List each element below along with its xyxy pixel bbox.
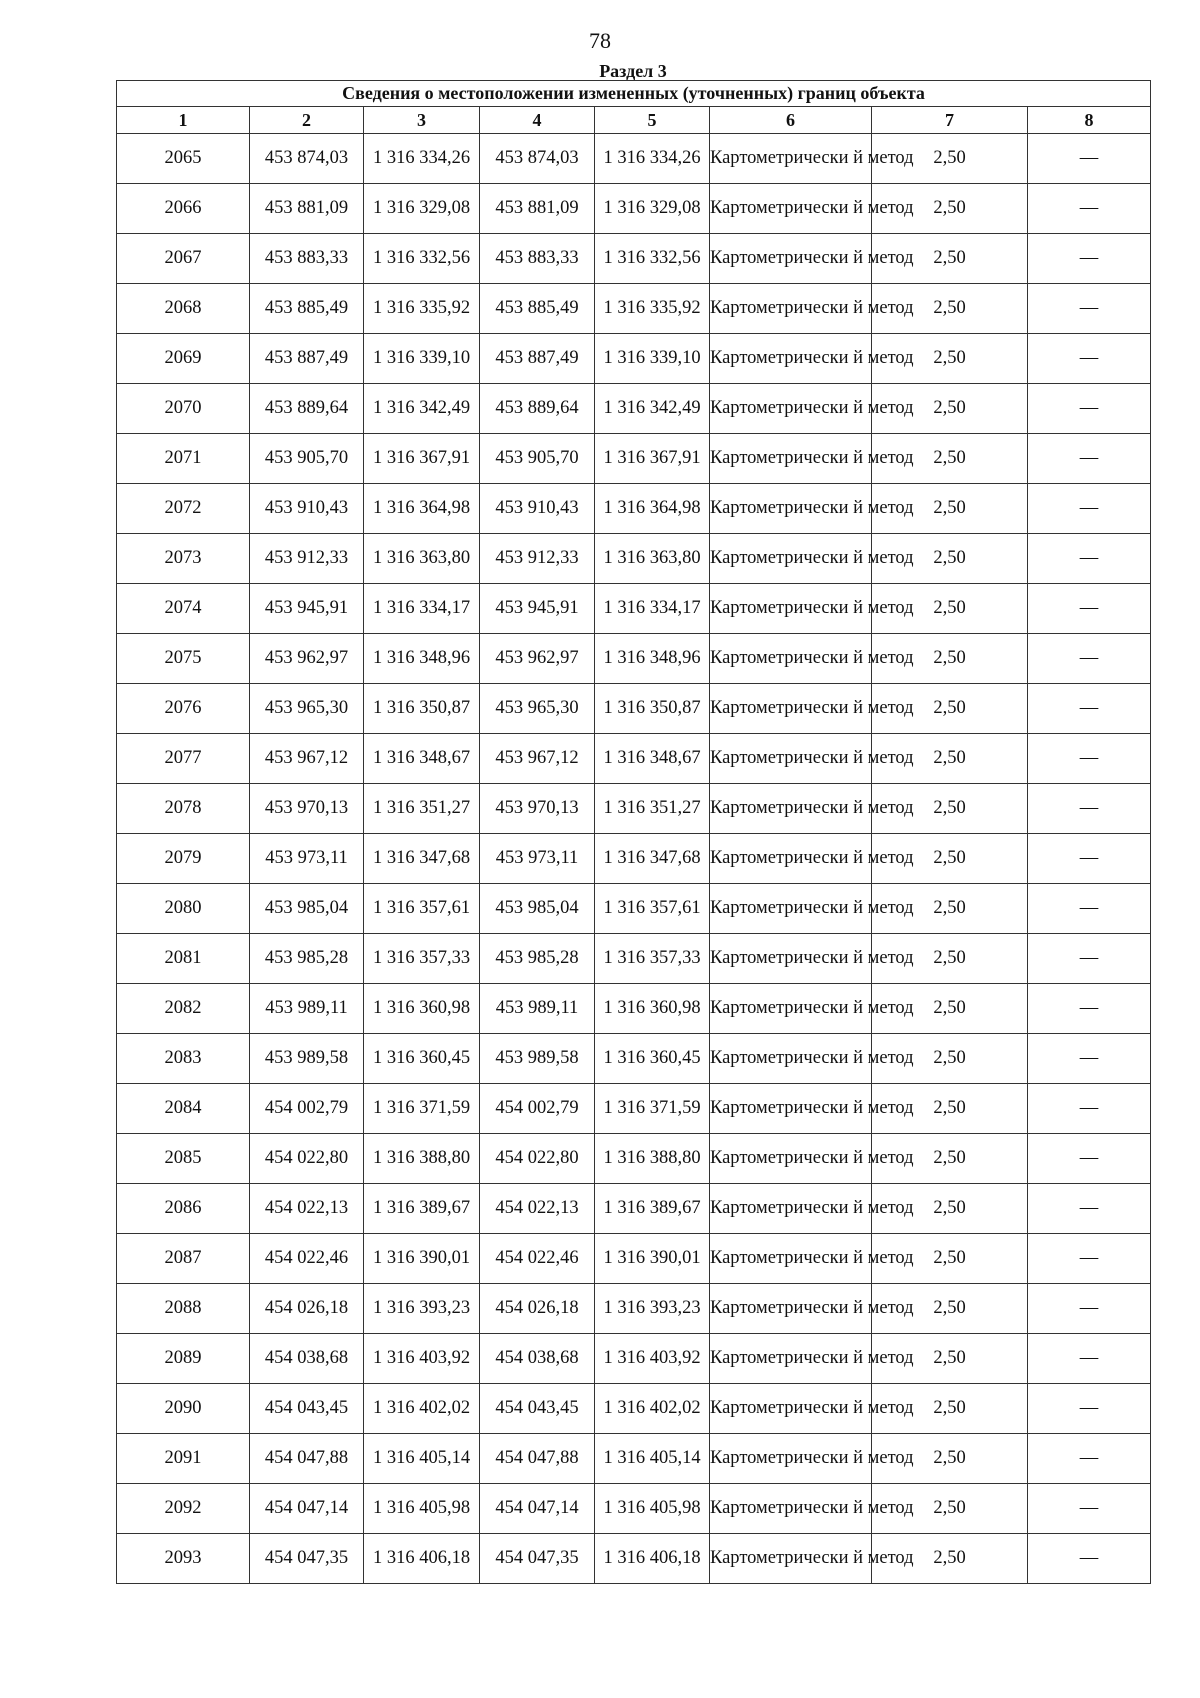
accuracy-cell: 2,50 [872,384,1028,434]
y-old-cell: 1 316 335,92 [364,284,480,334]
method-cell: Картометрически й метод [710,1384,872,1434]
column-header-3: 3 [364,107,480,134]
point-number-cell: 2065 [117,134,250,184]
y-old-cell: 1 316 357,33 [364,934,480,984]
point-number-cell: 2069 [117,334,250,384]
description-cell: — [1028,784,1151,834]
y-new-cell: 1 316 405,98 [595,1484,710,1534]
point-number-cell: 2066 [117,184,250,234]
method-cell: Картометрически й метод [710,234,872,284]
x-old-cell: 453 967,12 [250,734,364,784]
description-cell: — [1028,1184,1151,1234]
y-old-cell: 1 316 360,98 [364,984,480,1034]
accuracy-cell: 2,50 [872,1434,1028,1484]
description-cell: — [1028,334,1151,384]
accuracy-cell: 2,50 [872,134,1028,184]
description-cell: — [1028,1434,1151,1484]
method-cell: Картометрически й метод [710,334,872,384]
y-old-cell: 1 316 332,56 [364,234,480,284]
point-number-cell: 2091 [117,1434,250,1484]
method-cell: Картометрически й метод [710,384,872,434]
y-new-cell: 1 316 360,98 [595,984,710,1034]
description-cell: — [1028,984,1151,1034]
y-new-cell: 1 316 339,10 [595,334,710,384]
x-new-cell: 453 889,64 [480,384,595,434]
x-old-cell: 453 883,33 [250,234,364,284]
table-row [117,1284,1151,1334]
y-new-cell: 1 316 329,08 [595,184,710,234]
accuracy-cell: 2,50 [872,934,1028,984]
x-old-cell: 454 022,80 [250,1134,364,1184]
point-number-cell: 2085 [117,1134,250,1184]
y-old-cell: 1 316 371,59 [364,1084,480,1134]
accuracy-cell: 2,50 [872,734,1028,784]
y-old-cell: 1 316 405,98 [364,1484,480,1534]
x-old-cell: 453 985,04 [250,884,364,934]
y-new-cell: 1 316 367,91 [595,434,710,484]
method-cell: Картометрически й метод [710,1234,872,1284]
x-new-cell: 453 962,97 [480,634,595,684]
x-old-cell: 454 047,35 [250,1534,364,1584]
method-cell: Картометрически й метод [710,934,872,984]
method-cell: Картометрически й метод [710,884,872,934]
y-new-cell: 1 316 350,87 [595,684,710,734]
x-new-cell: 453 945,91 [480,584,595,634]
table-row [117,1434,1151,1484]
point-number-cell: 2080 [117,884,250,934]
table-row [117,184,1151,234]
y-new-cell: 1 316 393,23 [595,1284,710,1334]
table-row [117,734,1151,784]
y-new-cell: 1 316 335,92 [595,284,710,334]
x-old-cell: 453 989,11 [250,984,364,1034]
method-cell: Картометрически й метод [710,684,872,734]
y-old-cell: 1 316 347,68 [364,834,480,884]
column-header-1: 1 [117,107,250,134]
accuracy-cell: 2,50 [872,684,1028,734]
x-old-cell: 453 970,13 [250,784,364,834]
accuracy-cell: 2,50 [872,1184,1028,1234]
description-cell: — [1028,1534,1151,1584]
y-old-cell: 1 316 390,01 [364,1234,480,1284]
point-number-cell: 2073 [117,534,250,584]
description-cell: — [1028,534,1151,584]
table-row [117,834,1151,884]
y-new-cell: 1 316 371,59 [595,1084,710,1134]
accuracy-cell: 2,50 [872,234,1028,284]
y-old-cell: 1 316 364,98 [364,484,480,534]
y-old-cell: 1 316 339,10 [364,334,480,384]
table-row [117,584,1151,634]
y-new-cell: 1 316 403,92 [595,1334,710,1384]
coordinates-table [116,80,1151,1584]
accuracy-cell: 2,50 [872,1334,1028,1384]
x-old-cell: 453 889,64 [250,384,364,434]
point-number-cell: 2074 [117,584,250,634]
accuracy-cell: 2,50 [872,584,1028,634]
column-header-5: 5 [595,107,710,134]
y-new-cell: 1 316 402,02 [595,1384,710,1434]
x-old-cell: 453 985,28 [250,934,364,984]
table-row [117,1484,1151,1534]
y-new-cell: 1 316 342,49 [595,384,710,434]
x-new-cell: 454 038,68 [480,1334,595,1384]
page-number: 78 [589,28,611,53]
y-new-cell: 1 316 334,17 [595,584,710,634]
x-old-cell: 453 965,30 [250,684,364,734]
y-new-cell: 1 316 388,80 [595,1134,710,1184]
y-new-cell: 1 316 390,01 [595,1234,710,1284]
y-new-cell: 1 316 357,61 [595,884,710,934]
method-cell: Картометрически й метод [710,534,872,584]
x-new-cell: 454 022,46 [480,1234,595,1284]
description-cell: — [1028,734,1151,784]
x-old-cell: 453 989,58 [250,1034,364,1084]
accuracy-cell: 2,50 [872,334,1028,384]
table-row [117,1134,1151,1184]
y-new-cell: 1 316 351,27 [595,784,710,834]
point-number-cell: 2070 [117,384,250,434]
accuracy-cell: 2,50 [872,1534,1028,1584]
accuracy-cell: 2,50 [872,284,1028,334]
point-number-cell: 2068 [117,284,250,334]
x-new-cell: 453 989,11 [480,984,595,1034]
accuracy-cell: 2,50 [872,1234,1028,1284]
table-row [117,1334,1151,1384]
accuracy-cell: 2,50 [872,984,1028,1034]
description-cell: — [1028,1284,1151,1334]
point-number-cell: 2078 [117,784,250,834]
method-cell: Картометрически й метод [710,1534,872,1584]
column-header-7: 7 [872,107,1028,134]
accuracy-cell: 2,50 [872,1134,1028,1184]
point-number-cell: 2077 [117,734,250,784]
y-old-cell: 1 316 334,17 [364,584,480,634]
y-new-cell: 1 316 406,18 [595,1534,710,1584]
description-cell: — [1028,934,1151,984]
x-old-cell: 453 962,97 [250,634,364,684]
x-new-cell: 453 970,13 [480,784,595,834]
y-old-cell: 1 316 402,02 [364,1384,480,1434]
x-new-cell: 453 985,28 [480,934,595,984]
column-header-2: 2 [250,107,364,134]
method-cell: Картометрически й метод [710,184,872,234]
method-cell: Картометрически й метод [710,1434,872,1484]
description-cell: — [1028,584,1151,634]
x-old-cell: 453 905,70 [250,434,364,484]
x-old-cell: 454 026,18 [250,1284,364,1334]
description-cell: — [1028,1034,1151,1084]
point-number-cell: 2081 [117,934,250,984]
accuracy-cell: 2,50 [872,1484,1028,1534]
y-old-cell: 1 316 388,80 [364,1134,480,1184]
x-old-cell: 454 047,14 [250,1484,364,1534]
description-cell: — [1028,634,1151,684]
x-new-cell: 453 874,03 [480,134,595,184]
y-new-cell: 1 316 405,14 [595,1434,710,1484]
y-old-cell: 1 316 350,87 [364,684,480,734]
x-new-cell: 454 043,45 [480,1384,595,1434]
description-cell: — [1028,1484,1151,1534]
column-header-8: 8 [1028,107,1151,134]
x-new-cell: 454 026,18 [480,1284,595,1334]
y-new-cell: 1 316 360,45 [595,1034,710,1084]
point-number-cell: 2067 [117,234,250,284]
accuracy-cell: 2,50 [872,634,1028,684]
point-number-cell: 2093 [117,1534,250,1584]
accuracy-cell: 2,50 [872,1284,1028,1334]
point-number-cell: 2072 [117,484,250,534]
method-cell: Картометрически й метод [710,984,872,1034]
accuracy-cell: 2,50 [872,884,1028,934]
x-old-cell: 454 043,45 [250,1384,364,1434]
y-old-cell: 1 316 351,27 [364,784,480,834]
method-cell: Картометрически й метод [710,1034,872,1084]
x-old-cell: 453 874,03 [250,134,364,184]
description-cell: — [1028,1084,1151,1134]
method-cell: Картометрически й метод [710,284,872,334]
x-new-cell: 453 912,33 [480,534,595,584]
table-row [117,134,1151,184]
method-cell: Картометрически й метод [710,1134,872,1184]
method-cell: Картометрически й метод [710,1084,872,1134]
table-row [117,484,1151,534]
x-new-cell: 453 973,11 [480,834,595,884]
method-cell: Картометрически й метод [710,484,872,534]
table-row [117,384,1151,434]
y-new-cell: 1 316 347,68 [595,834,710,884]
method-cell: Картометрически й метод [710,634,872,684]
table-row [117,1534,1151,1584]
description-cell: — [1028,884,1151,934]
y-new-cell: 1 316 364,98 [595,484,710,534]
y-new-cell: 1 316 334,26 [595,134,710,184]
accuracy-cell: 2,50 [872,1384,1028,1434]
table-title: Сведения о местоположении измененных (уточненных) границ объекта [117,81,1151,107]
y-old-cell: 1 316 334,26 [364,134,480,184]
x-new-cell: 454 022,13 [480,1184,595,1234]
description-cell: — [1028,234,1151,284]
accuracy-cell: 2,50 [872,434,1028,484]
table-row [117,984,1151,1034]
y-new-cell: 1 316 389,67 [595,1184,710,1234]
x-old-cell: 454 002,79 [250,1084,364,1134]
point-number-cell: 2079 [117,834,250,884]
x-new-cell: 454 047,88 [480,1434,595,1484]
y-old-cell: 1 316 360,45 [364,1034,480,1084]
x-new-cell: 454 047,14 [480,1484,595,1534]
point-number-cell: 2083 [117,1034,250,1084]
y-new-cell: 1 316 357,33 [595,934,710,984]
accuracy-cell: 2,50 [872,784,1028,834]
method-cell: Картометрически й метод [710,734,872,784]
y-new-cell: 1 316 348,67 [595,734,710,784]
column-header-4: 4 [480,107,595,134]
x-new-cell: 454 022,80 [480,1134,595,1184]
method-cell: Картометрически й метод [710,1284,872,1334]
method-cell: Картометрически й метод [710,1184,872,1234]
point-number-cell: 2082 [117,984,250,1034]
x-old-cell: 454 022,13 [250,1184,364,1234]
point-number-cell: 2089 [117,1334,250,1384]
table-header [117,81,1151,134]
x-new-cell: 453 881,09 [480,184,595,234]
y-old-cell: 1 316 348,67 [364,734,480,784]
point-number-cell: 2088 [117,1284,250,1334]
accuracy-cell: 2,50 [872,534,1028,584]
description-cell: — [1028,384,1151,434]
y-old-cell: 1 316 389,67 [364,1184,480,1234]
point-number-cell: 2087 [117,1234,250,1284]
point-number-cell: 2084 [117,1084,250,1134]
table-row [117,1234,1151,1284]
description-cell: — [1028,284,1151,334]
y-old-cell: 1 316 367,91 [364,434,480,484]
table-body [117,134,1151,1584]
description-cell: — [1028,684,1151,734]
table-row [117,534,1151,584]
x-old-cell: 454 047,88 [250,1434,364,1484]
table-row [117,334,1151,384]
table-row [117,1084,1151,1134]
accuracy-cell: 2,50 [872,184,1028,234]
point-number-cell: 2086 [117,1184,250,1234]
description-cell: — [1028,434,1151,484]
column-header-6: 6 [710,107,872,134]
accuracy-cell: 2,50 [872,1084,1028,1134]
y-old-cell: 1 316 348,96 [364,634,480,684]
accuracy-cell: 2,50 [872,484,1028,534]
description-cell: — [1028,1334,1151,1384]
x-old-cell: 453 881,09 [250,184,364,234]
x-new-cell: 453 910,43 [480,484,595,534]
x-old-cell: 453 912,33 [250,534,364,584]
method-cell: Картометрически й метод [710,434,872,484]
description-cell: — [1028,134,1151,184]
description-cell: — [1028,1234,1151,1284]
method-cell: Картометрически й метод [710,584,872,634]
y-new-cell: 1 316 363,80 [595,534,710,584]
column-number-row [117,107,1151,134]
table-row [117,1384,1151,1434]
y-old-cell: 1 316 363,80 [364,534,480,584]
description-cell: — [1028,1384,1151,1434]
x-old-cell: 453 973,11 [250,834,364,884]
description-cell: — [1028,1134,1151,1184]
x-old-cell: 453 887,49 [250,334,364,384]
y-old-cell: 1 316 329,08 [364,184,480,234]
table-row [117,234,1151,284]
table-row [117,634,1151,684]
x-new-cell: 454 047,35 [480,1534,595,1584]
point-number-cell: 2075 [117,634,250,684]
x-new-cell: 453 967,12 [480,734,595,784]
y-new-cell: 1 316 348,96 [595,634,710,684]
method-cell: Картометрически й метод [710,1484,872,1534]
table-row [117,684,1151,734]
x-old-cell: 453 885,49 [250,284,364,334]
y-new-cell: 1 316 332,56 [595,234,710,284]
x-new-cell: 453 905,70 [480,434,595,484]
table-row [117,784,1151,834]
x-new-cell: 454 002,79 [480,1084,595,1134]
x-old-cell: 453 945,91 [250,584,364,634]
point-number-cell: 2092 [117,1484,250,1534]
y-old-cell: 1 316 403,92 [364,1334,480,1384]
y-old-cell: 1 316 406,18 [364,1534,480,1584]
table-row [117,434,1151,484]
y-old-cell: 1 316 342,49 [364,384,480,434]
method-cell: Картометрически й метод [710,834,872,884]
y-old-cell: 1 316 357,61 [364,884,480,934]
method-cell: Картометрически й метод [710,1334,872,1384]
x-new-cell: 453 989,58 [480,1034,595,1084]
point-number-cell: 2076 [117,684,250,734]
y-old-cell: 1 316 405,14 [364,1434,480,1484]
y-old-cell: 1 316 393,23 [364,1284,480,1334]
x-new-cell: 453 883,33 [480,234,595,284]
table-row [117,1184,1151,1234]
table-row [117,884,1151,934]
x-new-cell: 453 965,30 [480,684,595,734]
description-cell: — [1028,184,1151,234]
x-new-cell: 453 887,49 [480,334,595,384]
table-row [117,284,1151,334]
accuracy-cell: 2,50 [872,834,1028,884]
x-old-cell: 454 038,68 [250,1334,364,1384]
point-number-cell: 2090 [117,1384,250,1434]
accuracy-cell: 2,50 [872,1034,1028,1084]
method-cell: Картометрически й метод [710,784,872,834]
x-new-cell: 453 885,49 [480,284,595,334]
table-row [117,934,1151,984]
point-number-cell: 2071 [117,434,250,484]
x-old-cell: 453 910,43 [250,484,364,534]
table-row [117,1034,1151,1084]
method-cell: Картометрически й метод [710,134,872,184]
x-old-cell: 454 022,46 [250,1234,364,1284]
description-cell: — [1028,834,1151,884]
section-title: Раздел 3 [599,61,667,81]
description-cell: — [1028,484,1151,534]
x-new-cell: 453 985,04 [480,884,595,934]
